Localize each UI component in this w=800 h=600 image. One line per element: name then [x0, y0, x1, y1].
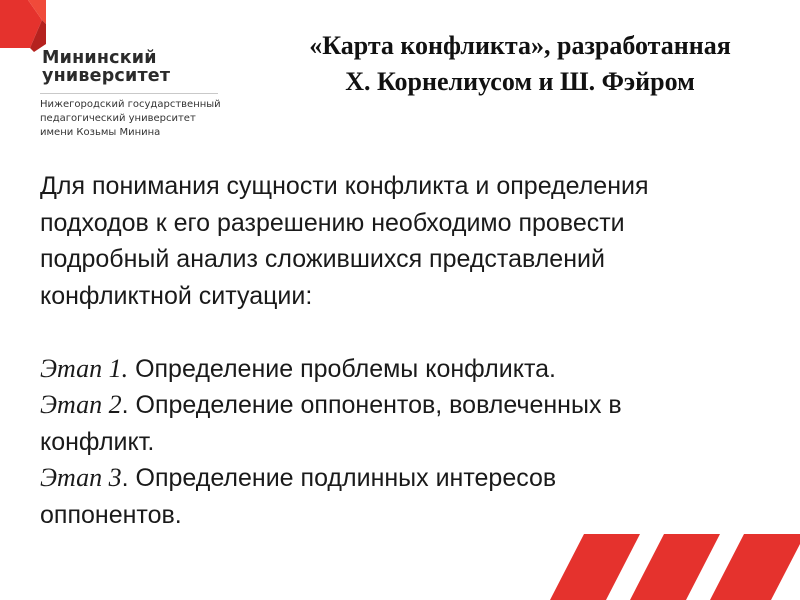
- slide-body: [40, 168, 780, 533]
- logo-subtitle-line1: Нижегородский государственный: [40, 99, 221, 110]
- stage-2-text: . Определение оппонентов, вовлеченных в: [121, 391, 622, 419]
- stage-3-text: . Определение подлинных интересов: [121, 464, 557, 492]
- logo-subtitle: [40, 98, 221, 140]
- stage-1: [40, 351, 780, 388]
- logo-subtitle-line3: имени Козьмы Минина: [40, 127, 161, 138]
- intro-line3: подробный анализ сложившихся представлений: [40, 245, 605, 273]
- university-logo-icon: [0, 0, 46, 62]
- stage-1-text: Определение проблемы конфликта.: [128, 354, 556, 383]
- logo-name: [42, 49, 170, 85]
- logo-subtitle-line2: педагогический университет: [40, 113, 196, 124]
- logo-divider: [40, 93, 218, 94]
- logo-name-line1: Мининский: [42, 48, 157, 68]
- stage-2-label: Этап 2: [40, 390, 122, 419]
- logo-name-line2: университет: [42, 66, 171, 86]
- slide-title-line1: «Карта конфликта», разработанная: [309, 31, 731, 60]
- paragraph-gap: [40, 314, 780, 351]
- decorative-stripes-icon: [520, 534, 800, 600]
- intro-line2: подходов к его разрешению необходимо провести: [40, 208, 625, 237]
- stage-1-label: Этап 1.: [40, 353, 129, 383]
- stage-2: [40, 387, 780, 424]
- stage-3: [40, 460, 780, 497]
- slide-title: [250, 28, 790, 100]
- slide-title-line2: Х. Корнелиусом и Ш. Фэйром: [345, 67, 695, 96]
- stage-3-label: Этап 3: [40, 463, 122, 492]
- intro-line4: конфликтной ситуации:: [40, 281, 313, 310]
- intro-line1: Для понимания сущности конфликта и определения: [40, 172, 649, 200]
- stage-2-continued: конфликт.: [40, 427, 155, 456]
- stage-3-continued: оппонентов.: [40, 500, 182, 529]
